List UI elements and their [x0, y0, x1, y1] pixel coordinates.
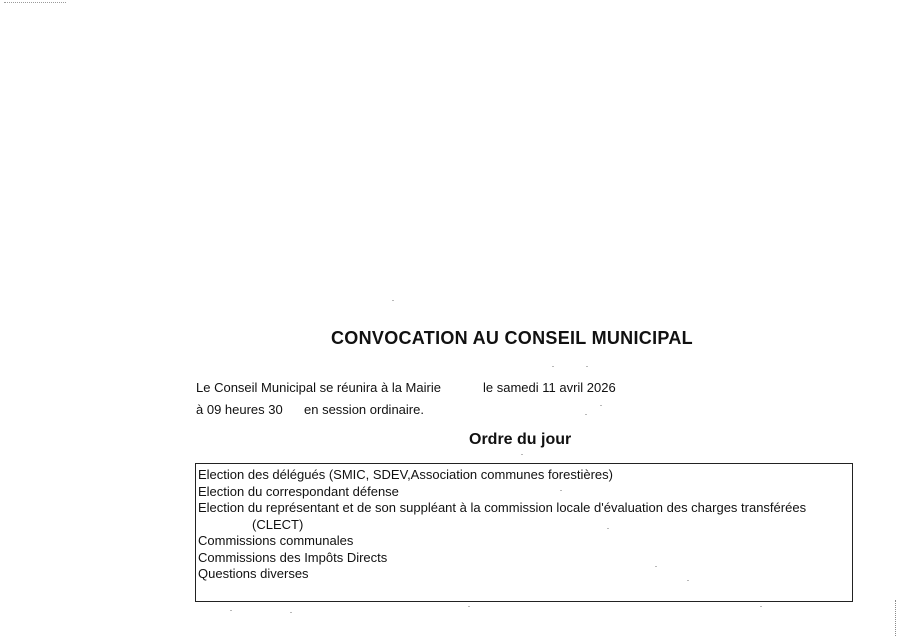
scan-speck	[468, 606, 470, 607]
scan-speck	[600, 405, 602, 406]
agenda-item-text: Election du correspondant défense	[198, 483, 399, 499]
agenda-item	[198, 467, 850, 484]
scan-speck	[585, 414, 587, 415]
agenda-item-text: Questions diverses	[198, 566, 309, 581]
page-title: CONVOCATION AU CONSEIL MUNICIPAL	[331, 328, 693, 348]
meeting-intro: Le Conseil Municipal se réunira à la Mairie	[196, 380, 441, 395]
agenda-box	[195, 463, 853, 602]
agenda-item	[198, 484, 850, 501]
agenda-item	[198, 566, 850, 583]
agenda-item-continuation: (CLECT)	[252, 516, 304, 532]
agenda-heading: Ordre du jour	[469, 431, 572, 448]
agenda-item-text: Commissions des Impôts Directs	[198, 549, 388, 565]
meeting-time: à 09 heures 30	[196, 402, 283, 417]
scan-speck	[560, 490, 562, 491]
agenda-item	[198, 550, 850, 567]
agenda-item-text: Commissions communales	[198, 533, 354, 548]
agenda-item-text: Election du représentant et de son suppléant à la commission locale d'évaluation des charges transférées	[198, 500, 807, 515]
meeting-date: le samedi 11 avril 2026	[483, 380, 616, 395]
scan-speck	[552, 366, 554, 367]
agenda-item	[198, 500, 850, 533]
scan-speck	[290, 612, 292, 613]
scan-speck	[655, 566, 657, 567]
agenda-item	[198, 533, 850, 550]
scan-artifact-top	[4, 2, 66, 3]
scan-speck	[607, 528, 609, 529]
scan-speck	[586, 366, 588, 367]
agenda-item-text: Election des délégués (SMIC, SDEV,Association communes forestières)	[198, 467, 613, 482]
scan-speck	[392, 300, 394, 301]
meeting-session: en session ordinaire.	[304, 402, 424, 417]
scan-speck	[230, 610, 232, 611]
scan-artifact-right	[895, 600, 896, 636]
scan-speck	[760, 606, 762, 607]
scan-speck	[687, 580, 689, 581]
scan-speck	[521, 454, 523, 455]
